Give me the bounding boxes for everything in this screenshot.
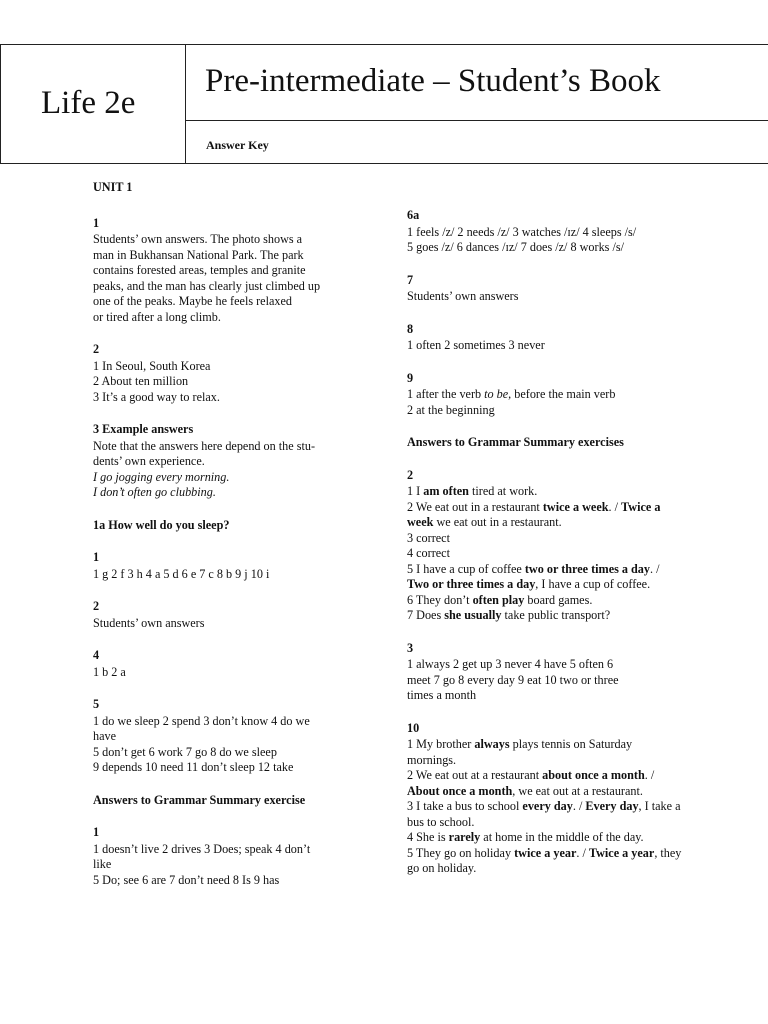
answer-line: 1 do we sleep 2 spend 3 don’t know 4 do we [93,713,310,728]
text: . / [608,499,622,514]
answer-line: 1 g 2 f 3 h 4 a 5 d 6 e 7 c 8 b 9 j 10 i [93,566,270,581]
grammar-exercise-2 [407,468,682,624]
text: 2 We eat out in a restaurant [407,499,543,514]
text: , I take a bus to school. [407,799,681,829]
exercise-5 [93,697,365,776]
answer-line: meet 7 go 8 every day 9 eat 10 two or three [407,672,619,687]
unit-title: UNIT 1 [93,180,133,194]
text: 1 I [407,484,424,498]
answer-line: 5 goes /z/ 6 dances /ɪz/ 7 does /z/ 8 works /s/ [407,240,624,254]
bold-text: Two or three times a day [407,577,536,591]
text: 3 I take a bus to school [407,799,523,813]
text: before the main verb [511,387,616,401]
bold-text: About once a month [407,783,513,798]
answer-line [407,500,682,531]
text: . / [644,768,655,782]
text: take public transport? [501,608,611,622]
text: at home in the middle of the day. [480,830,644,844]
text: , we eat out at a restaurant. [512,783,643,798]
answer-line [407,768,682,799]
book-title: Pre-intermediate – Student’s Book [205,63,661,99]
answer-line [407,830,682,846]
answer-line: 1 doesn’t live 2 drives 3 Does; speak 4 don’t [93,841,311,856]
exercise-1 [93,216,365,326]
answer-line: Note that the answers here depend on the stu- [93,438,316,453]
bold-text: every day [522,799,573,813]
text: 5 They go on holiday [407,845,515,860]
text: 5 I have a cup of coffee [407,561,525,576]
bold-text: twice a year [514,845,577,860]
bold-text: Twice a year [588,845,655,860]
italic-text: to be, [484,387,512,401]
answer-line: one of the peaks. Maybe he feels relaxed [93,294,292,308]
text: . / [650,561,660,576]
bold-text: often play [472,592,525,607]
exercise-number: 4 [93,648,100,662]
text: . / [576,845,589,860]
exercise-number: 2 [93,599,100,613]
exercise-9 [407,371,682,419]
answer-line: Students’ own answers [407,289,519,303]
bold-text: two or three times a day [524,561,650,576]
text: , I have a cup of coffee. [535,577,651,591]
text: 4 She is [407,830,449,844]
lesson-heading [93,518,365,534]
answer-line: 4 correct [407,546,450,560]
exercise-3 [93,422,365,501]
text: , they go on holiday. [407,845,682,875]
text: we eat out in a restaurant. [433,515,562,529]
answer-line [407,608,682,624]
bold-text: twice a week [542,499,609,514]
grammar-summary-heading [93,793,365,809]
answer-line: 1 often 2 sometimes 3 never [407,338,545,352]
bold-text: always [474,737,510,751]
exercise-number: 7 [407,272,414,287]
example-text: I don’t often go clubbing. [93,485,216,499]
exercise-number: 9 [407,370,414,385]
grammar-exercise-10 [407,721,682,877]
answer-line: have [93,729,117,743]
bold-text: Every day [585,799,639,813]
exercise-number: 8 [407,321,414,336]
exercise-2-lesson [93,599,365,631]
answer-line: 2 at the beginning [407,402,495,417]
exercise-number: 6a [407,208,420,222]
answer-line: Students’ own answers. The photo shows a [93,232,303,246]
answer-line: 3 It’s a good way to relax. [93,389,220,404]
exercise-number: 2 [407,467,414,482]
exercise-2 [93,342,365,405]
answer-line [407,799,682,830]
answer-line: 1 In Seoul, South Korea [93,358,211,373]
grammar-exercise-1 [93,825,365,888]
bold-text: am often [423,484,469,498]
right-column [407,208,682,894]
answer-line [407,846,682,877]
exercise-7 [407,273,682,305]
answer-line [407,484,682,500]
answer-line: 1 always 2 get up 3 never 4 have 5 often 6 [407,657,614,671]
grammar-summary-heading [407,435,682,451]
exercise-number: 2 [93,342,100,356]
page-header [0,44,768,164]
answer-line: like [93,857,112,871]
text: . / [572,799,586,813]
exercise-1-lesson [93,550,365,582]
answer-line: contains forested areas, temples and granite [93,263,306,277]
exercise-number: 5 [93,697,100,711]
exercise-number: 10 [407,720,420,735]
brand-box [0,45,186,164]
unit-heading [93,180,365,196]
answer-key-label: Answer Key [206,138,269,152]
grammar-exercise-3 [407,641,682,704]
bold-text: rarely [448,830,481,844]
example-answer [93,485,365,501]
bold-text: about once a month [542,768,645,782]
exercise-number: 1 [93,825,100,839]
exercise-8 [407,322,682,354]
bold-text: she usually [444,608,502,622]
answer-line [407,737,682,768]
text: plays tennis on Saturday mornings. [407,737,633,767]
answer-line: 1 b 2 a [93,664,126,679]
answer-line [407,562,682,593]
answer-line: or tired after a long climb. [93,309,221,324]
answer-line: dents’ own experience. [93,454,205,468]
exercise-number: 3 [407,640,414,655]
example-text: I go jogging every morning. [93,469,230,484]
exercise-number: 3 Example answers [93,422,194,436]
answer-line [407,387,682,403]
left-column [93,180,365,905]
section-title: Answers to Grammar Summary exercises [407,435,624,449]
text: board games. [524,592,593,607]
text: 7 Does [407,608,445,622]
answer-line: 2 About ten million [93,374,189,388]
bold-text: Twice a week [407,499,661,529]
exercise-4 [93,648,365,680]
header-divider [186,120,768,121]
text: 1 My brother [407,737,475,751]
answer-line: 5 don’t get 6 work 7 go 8 do we sleep [93,744,277,759]
answer-line: 9 depends 10 need 11 don’t sleep 12 take [93,760,294,774]
lesson-title: 1a How well do you sleep? [93,517,230,532]
answer-line: 1 feels /z/ 2 needs /z/ 3 watches /ɪz/ 4 sleeps /s/ [407,224,637,239]
text: 2 We eat out at a restaurant [407,768,543,782]
text: 1 after the verb [407,387,485,401]
answer-line [407,593,682,609]
exercise-6a [407,208,682,256]
answer-line: peaks, and the man has clearly just climbed up [93,278,321,293]
answer-line: man in Bukhansan National Park. The park [93,247,304,262]
exercise-number: 1 [93,550,100,564]
answer-line: times a month [407,688,477,702]
section-title: Answers to Grammar Summary exercise [93,792,306,807]
text: 6 They don’t [407,592,473,607]
answer-line: 3 correct [407,530,450,545]
answer-line: 5 Do; see 6 are 7 don’t need 8 Is 9 has [93,872,280,887]
brand-title: Life 2e [41,85,136,121]
exercise-number: 1 [93,215,100,230]
text: tired at work. [468,484,538,498]
answer-line: Students’ own answers [93,615,205,630]
example-answer [93,470,365,486]
